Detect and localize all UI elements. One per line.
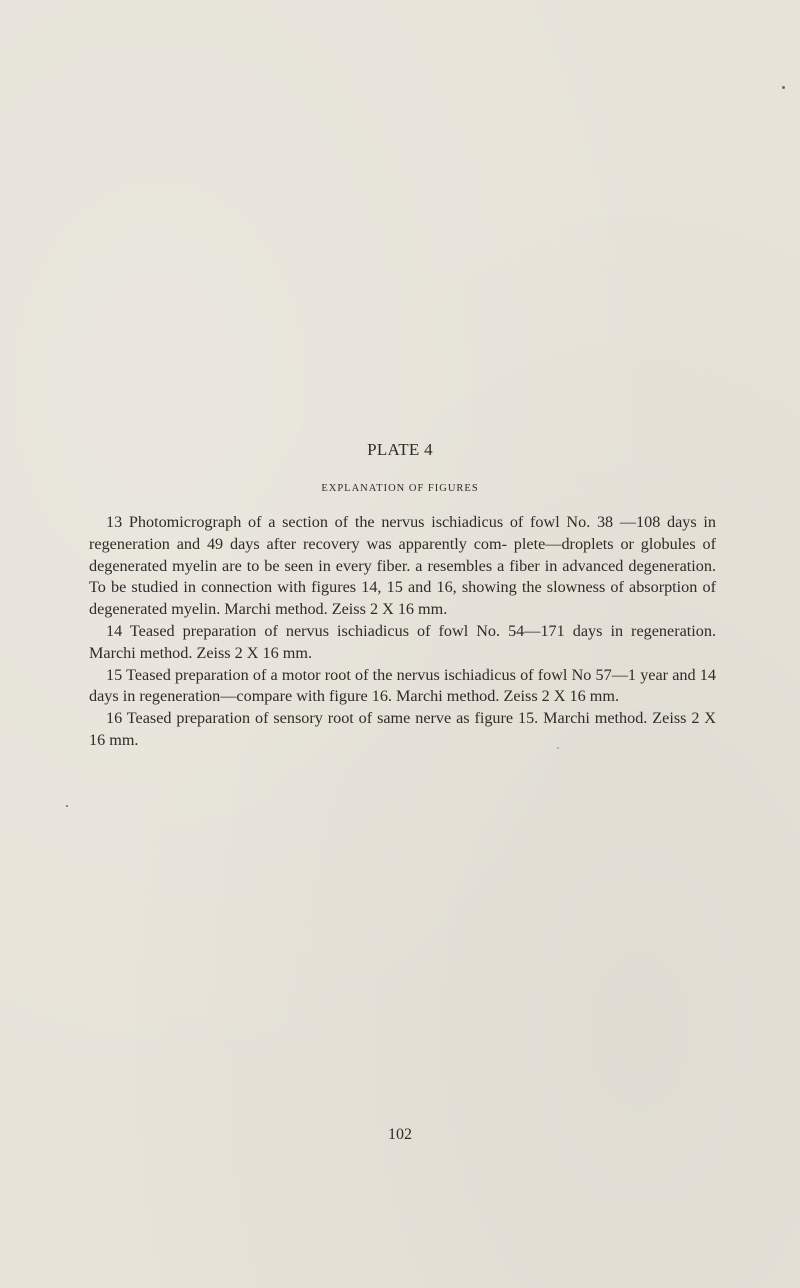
figure-16-caption: 16 Teased preparation of sensory root of same nerve as figure 15. Marchi method. Zeiss 2 X 16 mm. (89, 709, 716, 749)
scan-speck (66, 805, 68, 807)
figure-explanations (89, 512, 716, 752)
explanation-heading: EXPLANATION OF FIGURES (321, 483, 479, 494)
scan-speck (782, 86, 785, 89)
figure-15-caption: 15 Teased preparation of a motor root of the nervus ischiadicus of fowl No 57—1 year and 14 days in regeneration—compare with figure 16. Marchi method. Zeiss 2 X 16 mm. (89, 665, 716, 706)
page-number: 102 (388, 1126, 412, 1143)
plate-title: PLATE 4 (367, 440, 433, 459)
scan-speck (557, 747, 559, 749)
figure-14-caption: 14 Teased preparation of nervus ischiadicus of fowl No. 54—171 days in regeneration. Marchi method. Zeiss 2 X 16 mm. (89, 621, 716, 662)
figure-13-caption: 13 Photomicrograph of a section of the nervus ischiadicus of fowl No. 38 —108 days in regeneration and 49 days after recovery was apparently com- plete—droplets or globules of degenerated myelin are to be seen in every fiber. a resembles a fiber in advanced degeneration. To be studied in connection with figures 14, 15 and 16, showing the slowness of absorption of degenerated myelin. Marchi method. Zeiss 2 X 16 mm. (89, 513, 716, 619)
